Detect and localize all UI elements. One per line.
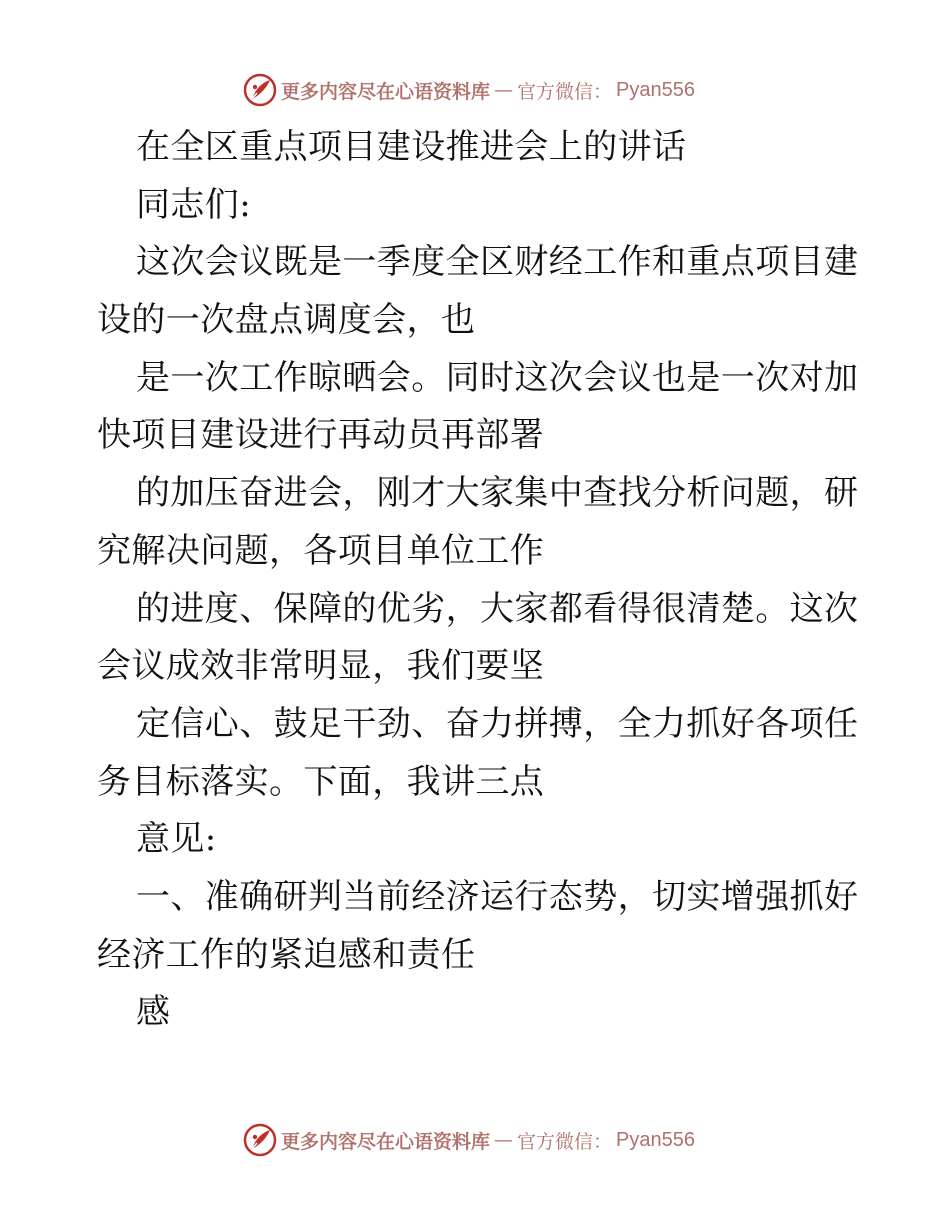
paragraph-line: 是一次工作晾晒会。同时这次会议也是一次对加 (136, 357, 859, 398)
watermark-separator: — (494, 79, 514, 101)
watermark-contact-id: Pyan556 (616, 1128, 695, 1151)
feather-quill-logo-icon (243, 73, 277, 107)
paragraph-line: 会议成效非常明显，我们要坚 (97, 646, 545, 687)
watermark-text: 更多内容尽在心语资料库 (281, 80, 491, 103)
paragraph-line: 意见: (136, 819, 217, 860)
document-body (97, 119, 857, 1042)
watermark-contact-id: Pyan556 (616, 78, 695, 101)
document-title: 在全区重点项目建设推进会上的讲话 (136, 127, 687, 167)
header-watermark (0, 70, 950, 110)
paragraph-line: 的进度、保障的优劣，大家都看得很清楚。这次 (136, 588, 859, 629)
footer-watermark (0, 1120, 950, 1160)
watermark-text: 更多内容尽在心语资料库 (281, 1130, 491, 1153)
paragraph-line: 定信心、鼓足干劲、奋力拼搏，全力抓好各项任 (136, 703, 859, 744)
feather-quill-logo-icon (243, 1123, 277, 1157)
paragraph-line: 务目标落实。下面，我讲三点 (97, 761, 545, 802)
watermark-contact-label: 官方微信： (517, 1130, 613, 1153)
paragraph-line: 的加压奋进会，刚才大家集中查找分析问题，研 (136, 473, 859, 514)
watermark-contact-label: 官方微信： (517, 80, 613, 103)
paragraph-line: 设的一次盘点调度会，也 (97, 300, 476, 341)
salutation: 同志们: (136, 184, 252, 225)
paragraph-line: 这次会议既是一季度全区财经工作和重点项目建 (136, 242, 859, 283)
paragraph-line: 究解决问题，各项目单位工作 (97, 530, 545, 571)
watermark-separator: — (494, 1129, 514, 1151)
section-heading-line: 一、准确研判当前经济运行态势，切实增强抓好 (136, 876, 859, 917)
section-heading-line: 感 (136, 992, 171, 1033)
paragraph-line: 快项目建设进行再动员再部署 (97, 415, 545, 456)
section-heading-line: 经济工作的紧迫感和责任 (97, 934, 476, 975)
